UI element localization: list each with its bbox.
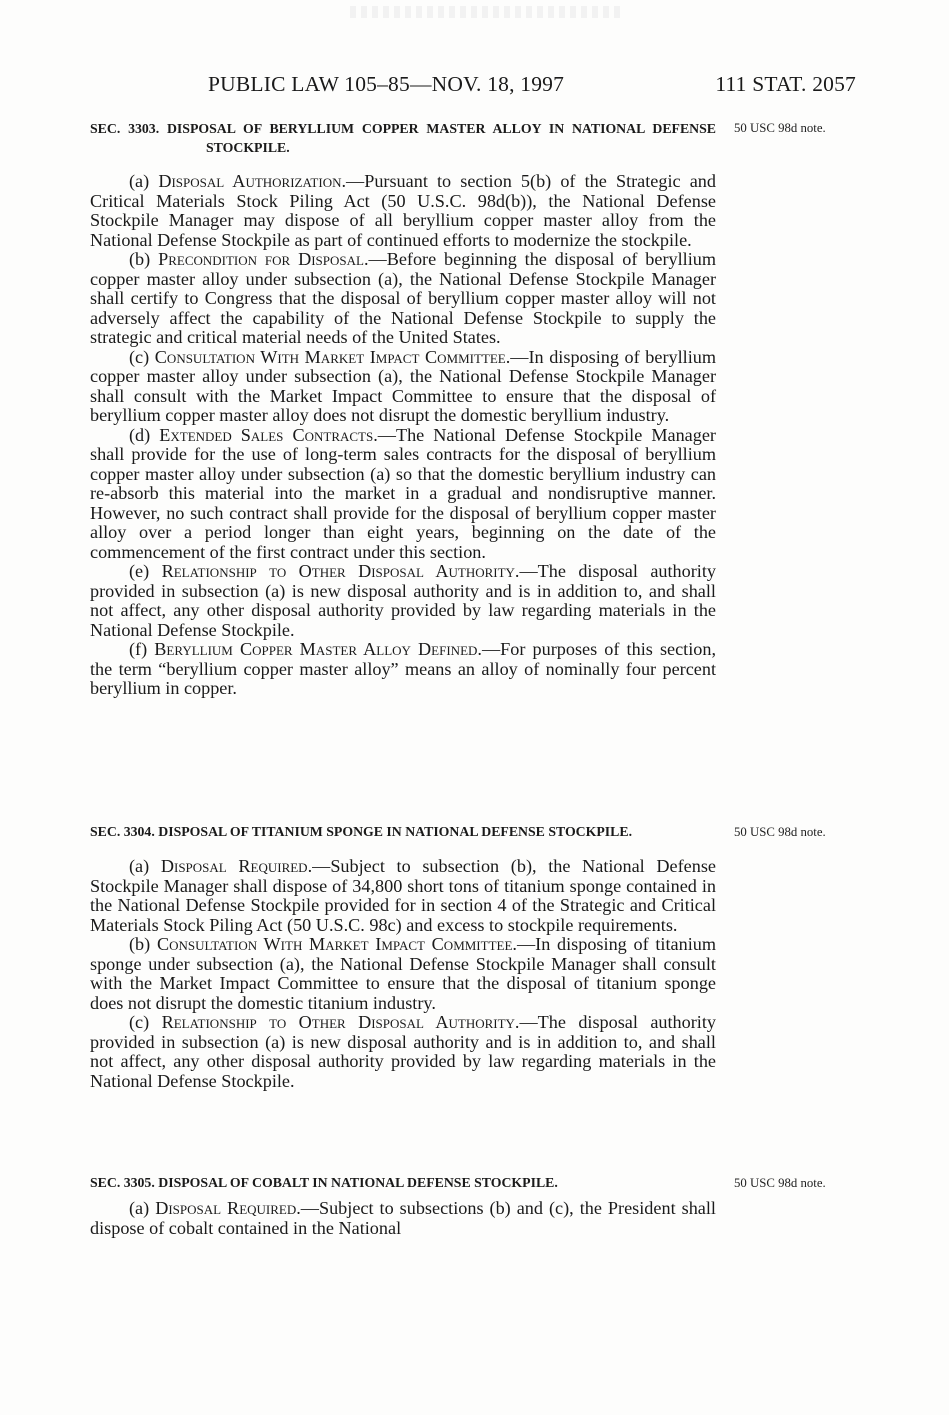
- margin-note-sec-3304: 50 USC 98d note.: [734, 825, 826, 839]
- section-3304-paragraphs: [90, 857, 716, 1091]
- paragraph-3304-c: (c) Relationship to Other Disposal Authority.—The disposal authority provided in subsection (a) is new disposal authority and is in addition to, and shall not affect, any other disposal authority provided by law regarding materials in the National Defense Stockpile.: [90, 1012, 716, 1091]
- section-3305-paragraphs: [90, 1199, 716, 1238]
- paragraph-3303-e: (e) Relationship to Other Disposal Authority.—The disposal authority provided in subsection (a) is new disposal authority and is in addition to, and shall not affect, any other disposal authority provided by law regarding materials in the National Defense Stockpile.: [90, 561, 716, 640]
- paragraph-3303-d: (d) Extended Sales Contracts.—The National Defense Stockpile Manager shall provide for the use of long-term sales contracts for the disposal of beryllium copper master alloy under subsection (a) so that the domestic beryllium industry can re-absorb this material into the market in a gradual and nondisruptive manner. However, no such contract shall provide for the disposal of beryllium copper master alloy over a period longer than eight years, beginning on the date of the commencement of the first contract under this section.: [90, 424, 716, 562]
- margin-note-sec-3303: 50 USC 98d note.: [734, 121, 826, 135]
- section-heading: SEC. 3305. DISPOSAL OF COBALT IN NATIONAL DEFENSE STOCKPILE.: [90, 1175, 558, 1190]
- page-header: [90, 72, 860, 102]
- paragraph-3305-a: (a) Disposal Required.—Subject to subsections (b) and (c), the President shall dispose of cobalt contained in the National: [90, 1198, 716, 1238]
- section-heading: SEC. 3303. DISPOSAL OF BERYLLIUM COPPER MASTER ALLOY IN NATIONAL DEFENSE STOCKPILE.: [90, 121, 716, 155]
- scan-artifact: [350, 6, 620, 18]
- section-heading: SEC. 3304. DISPOSAL OF TITANIUM SPONGE IN NATIONAL DEFENSE STOCKPILE.: [90, 824, 633, 839]
- paragraph-3303-c: (c) Consultation With Market Impact Committee.—In disposing of beryllium copper master alloy under subsection (a), the National Defense Stockpile Manager shall consult with the Market Impact Committee to ensure that the disposal of beryllium copper master alloy does not disrupt the domestic beryllium industry.: [90, 346, 717, 425]
- paragraph-3303-b: (b) Precondition for Disposal.—Before beginning the disposal of beryllium copper master alloy under subsection (a), the National Defense Stockpile Manager shall certify to Congress that the disposal of beryllium copper master alloy will not adversely affect the capability of the National Defense Stockpile to supply the strategic and critical material needs of the United States.: [90, 249, 716, 347]
- running-head-title: PUBLIC LAW 105–85—NOV. 18, 1997: [208, 72, 565, 96]
- margin-note-sec-3305: 50 USC 98d note.: [734, 1176, 826, 1190]
- paragraph-3304-a: (a) Disposal Required.—Subject to subsection (b), the National Defense Stockpile Manager shall dispose of 34,800 short tons of titanium sponge contained in the National Defense Stockpile provided for in section 4 of the Strategic and Critical Materials Stock Piling Act (50 U.S.C. 98c) and excess to stockpile requirements.: [90, 856, 716, 935]
- section-3305: [90, 1173, 716, 1238]
- section-3303-paragraphs: [90, 172, 716, 699]
- section-3304: [90, 822, 716, 1091]
- paragraph-3303-a: (a) Disposal Authorization.—Pursuant to section 5(b) of the Strategic and Critical Materials Stock Piling Act (50 U.S.C. 98d(b)), the National Defense Stockpile Manager may dispose of all beryllium copper master alloy from the National Defense Stockpile as part of continued efforts to modernize the stockpile.: [90, 171, 716, 250]
- section-3303: [90, 119, 716, 699]
- paragraph-3303-f: (f) Beryllium Copper Master Alloy Defined.—For purposes of this section, the term “beryllium copper master alloy” means an alloy of nominally four percent beryllium in copper.: [90, 639, 717, 698]
- paragraph-3304-b: (b) Consultation With Market Impact Committee.—In disposing of titanium sponge under subsection (a), the National Defense Stockpile Manager shall consult with the Market Impact Committee to ensure that the disposal of titanium sponge does not disrupt the domestic titanium industry.: [90, 934, 716, 1013]
- statute-page-number: 111 STAT. 2057: [715, 72, 856, 96]
